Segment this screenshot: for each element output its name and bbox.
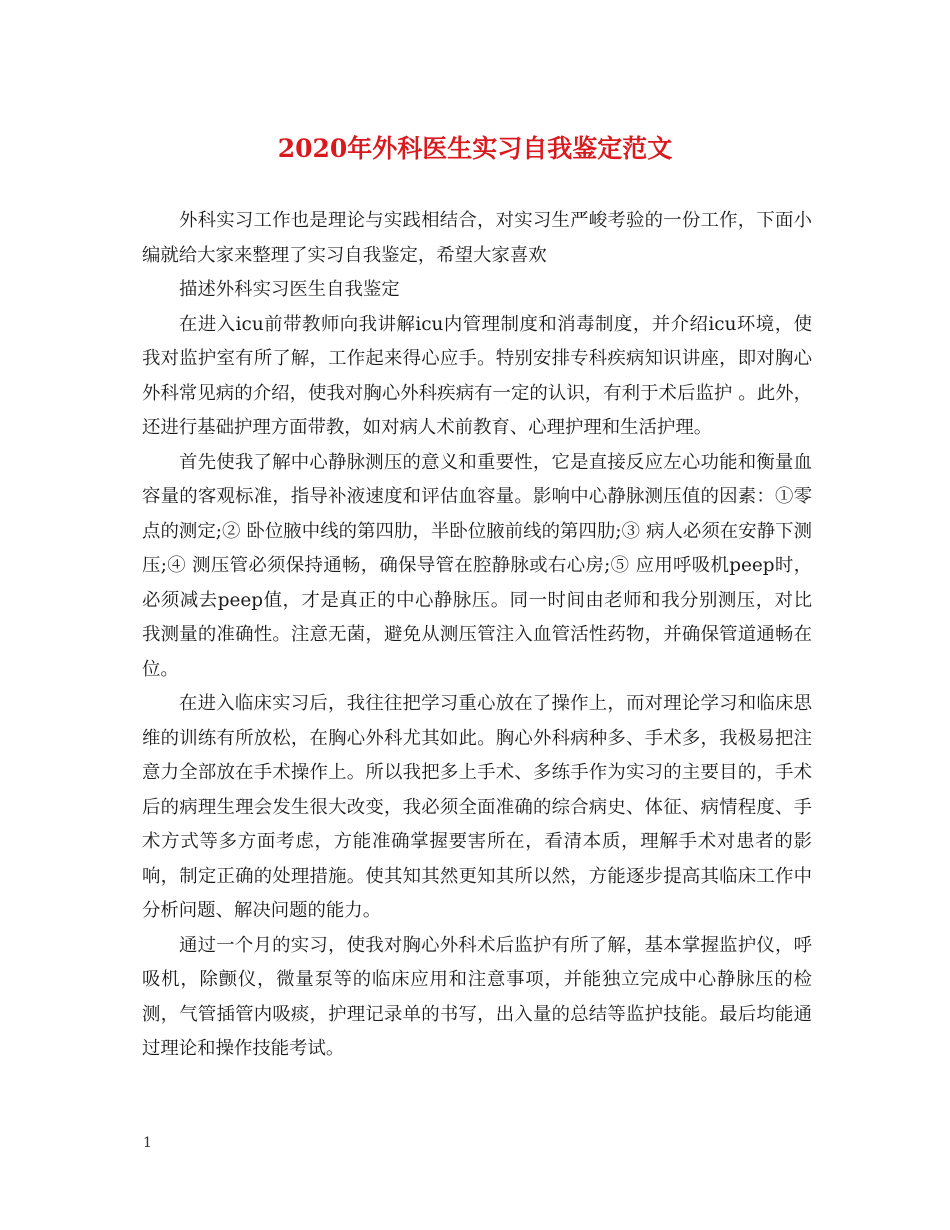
- page-number: 1: [143, 1135, 152, 1151]
- paragraph-cvp-measurement: 首先使我了解中心静脉测压的意义和重要性，它是直接反应左心功能和衡量血容量的客观标准，指导补液速度和评估血容量。影响中心静脉测压值的因素：①零点的测定;② 卧位腋中线的第四肋，半卧位腋前线的第四肋;③ 病人必须在安静下测压;④ 测压管必须保持通畅，确保导管在腔静脉或右心房;⑤ 应用呼吸机peep时，必须减去peep值，才是真正的中心静脉压。同一时间由老师和我分别测压，对比我测量的准确性。注意无菌，避免从测压管注入血管活性药物，并确保管道通畅在位。: [142, 451, 812, 680]
- paragraph-clinical-practice: 在进入临床实习后，我往往把学习重心放在了操作上，而对理论学习和临床思维的训练有所放松，在胸心外科尤其如此。胸心外科病种多、手术多，我极易把注意力全部放在手术操作上。所以我把多上手术、多练手作为实习的主要目的，手术后的病理生理会发生很大改变，我必须全面准确的综合病史、体征、病情程度、手术方式等多方面考虑，方能准确掌握要害所在，看清本质，理解手术对患者的影响，制定正确的处理措施。使其知其然更知其所以然，方能逐步提高其临床工作中分析问题、解决问题的能力。: [142, 693, 812, 921]
- paragraph-icu-orientation: 在进入icu前带教师向我讲解icu内管理制度和消毒制度，并介绍icu环境，使我对监护室有所了解，工作起来得心应手。特别安排专科疾病知识讲座，即对胸心外科常见病的介绍，使我对胸心外科疾病有一定的认识，有利于术后监护 。此外，还进行基础护理方面带教，如对病人术前教育、心理护理和生活护理。: [142, 313, 812, 438]
- paragraph-intro: 外科实习工作也是理论与实践相结合，对实习生严峻考验的一份工作，下面小编就给大家来整理了实习自我鉴定，希望大家喜欢: [142, 210, 812, 266]
- document-body: [142, 204, 812, 1067]
- paragraph-subheading: 描述外科实习医生自我鉴定: [179, 279, 400, 300]
- document-title: 2020年外科医生实习自我鉴定范文: [277, 134, 673, 163]
- paragraph-conclusion: 通过一个月的实习，使我对胸心外科术后监护有所了解，基本掌握监护仪，呼吸机，除颤仪，微量泵等的临床应用和注意事项，并能独立完成中心静脉压的检测，气管插管内吸痰，护理记录单的书写，出入量的总结等监护技能。最后均能通过理论和操作技能考试。: [142, 934, 812, 1059]
